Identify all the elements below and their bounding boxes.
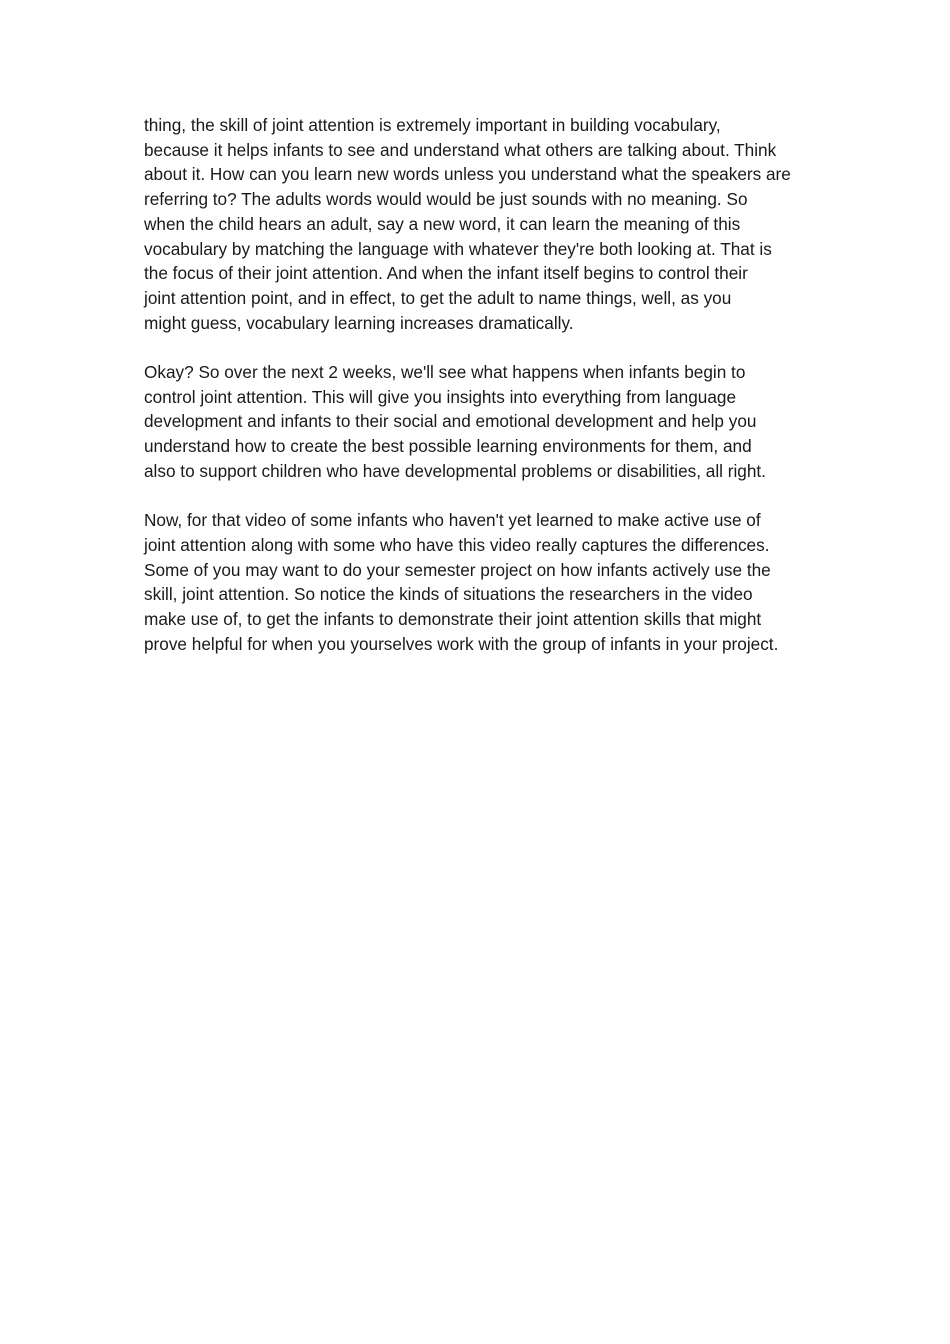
text-line: when the child hears an adult, say a new word, it can learn the meaning of this — [144, 213, 741, 234]
text-line: make use of, to get the infants to demonstrate their joint attention skills that might — [144, 609, 762, 630]
text-line: Some of you may want to do your semester project on how infants actively use the — [144, 559, 771, 580]
text-line: joint attention along with some who have this video really captures the differences. — [144, 534, 770, 555]
text-line: joint attention point, and in effect, to get the adult to name things, well, as you — [144, 287, 732, 308]
text-line: control joint attention. This will give you insights into everything from language — [144, 386, 737, 407]
text-line: thing, the skill of joint attention is extremely important in building vocabulary, — [144, 115, 721, 135]
text-line: understand how to create the best possible learning environments for them, and — [144, 436, 752, 457]
text-line: prove helpful for when you yourselves work with the group of infants in your project. — [144, 633, 779, 654]
text-line: referring to? The adults words would would be just sounds with no meaning. So — [144, 189, 748, 210]
document-body — [144, 113, 816, 681]
text-line: the focus of their joint attention. And when the infant itself begins to control their — [144, 263, 748, 284]
text-line: vocabulary by matching the language with whatever they're both looking at. That is — [144, 238, 772, 259]
text-line: about it. How can you learn new words unless you understand what the speakers are — [144, 164, 791, 185]
text-line: Now, for that video of some infants who haven't yet learned to make active use of — [144, 510, 761, 531]
paragraph-2 — [144, 360, 816, 484]
paragraph-3 — [144, 508, 816, 656]
text-line: also to support children who have developmental problems or disabilities, all right. — [144, 460, 766, 481]
paragraph-1 — [144, 113, 816, 335]
text-line: skill, joint attention. So notice the kinds of situations the researchers in the video — [144, 584, 753, 605]
text-line: because it helps infants to see and understand what others are talking about. Think — [144, 139, 777, 160]
text-line: Okay? So over the next 2 weeks, we'll see what happens when infants begin to — [144, 362, 746, 383]
text-line: might guess, vocabulary learning increases dramatically. — [144, 312, 574, 333]
text-line: development and infants to their social and emotional development and help you — [144, 411, 757, 432]
